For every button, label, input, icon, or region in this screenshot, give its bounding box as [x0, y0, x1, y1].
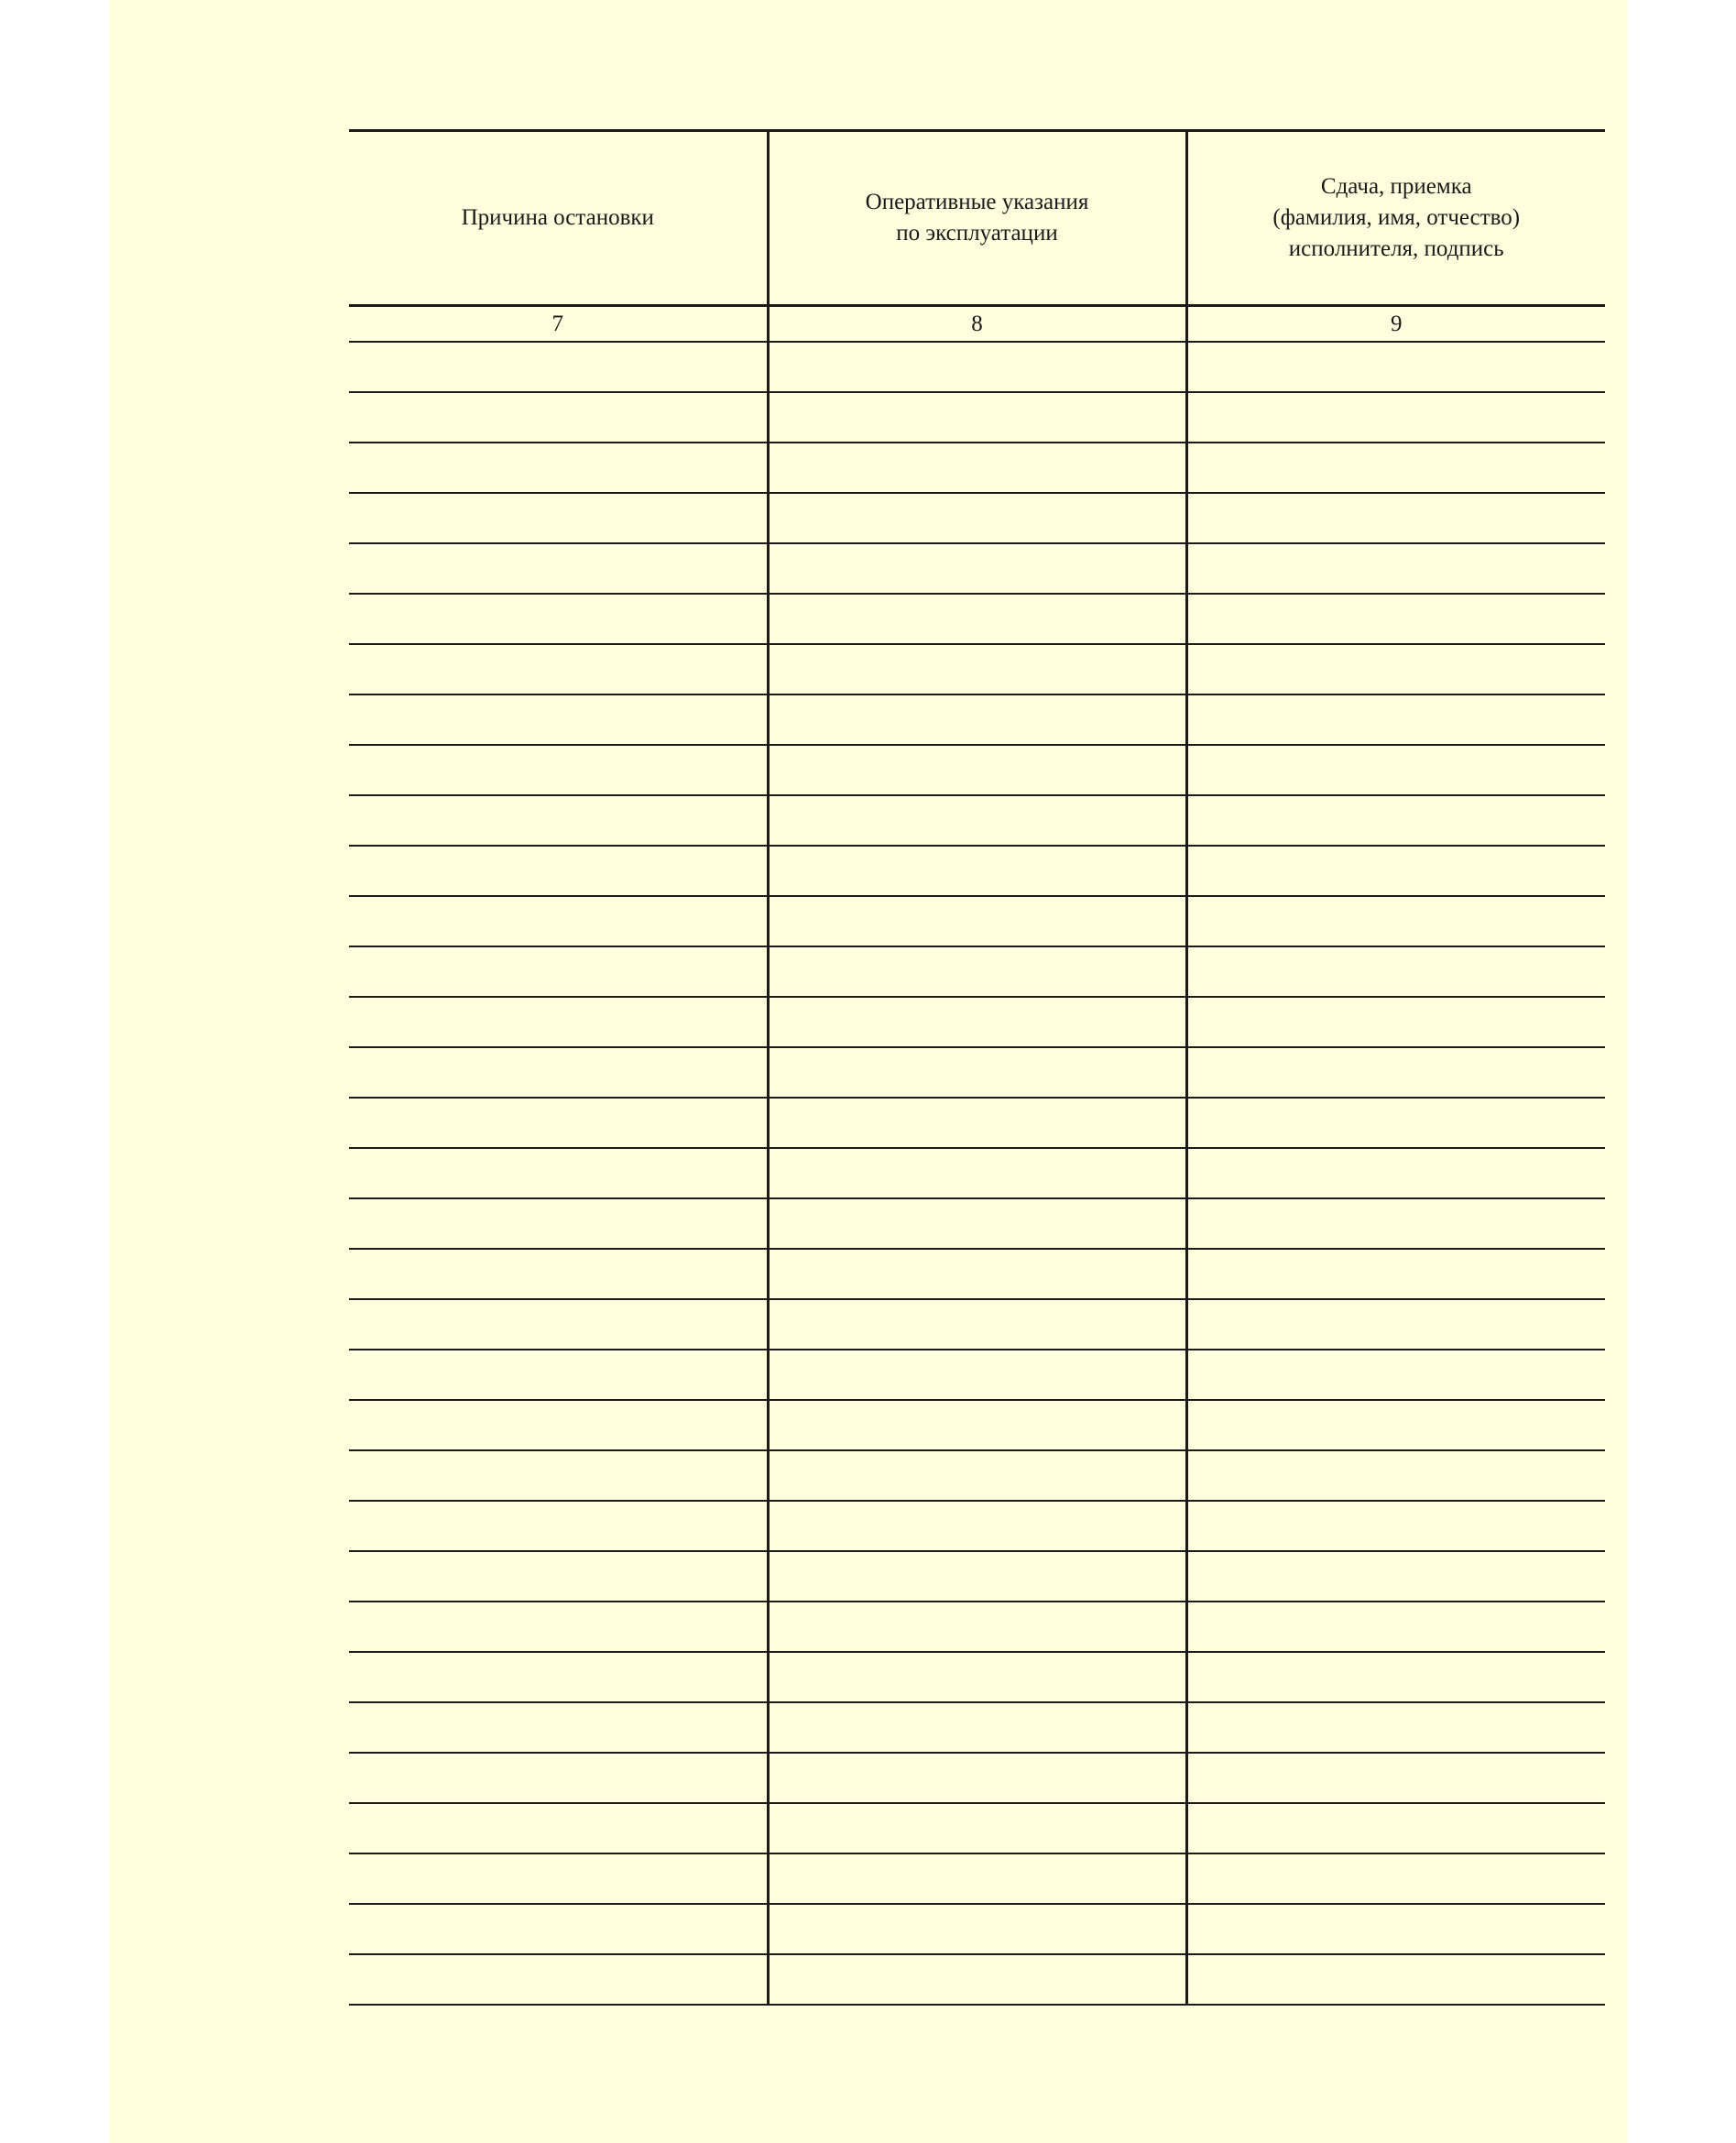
- table-cell: [768, 997, 1186, 1047]
- table-row: [349, 1954, 1605, 2005]
- header-line: Сдача, приемка: [1320, 174, 1472, 199]
- table-row: [349, 795, 1605, 846]
- table-cell: [768, 896, 1186, 946]
- table-cell: [1186, 1602, 1605, 1652]
- table-row: [349, 1853, 1605, 1904]
- table-cell: [1186, 1098, 1605, 1148]
- table-cell: [349, 1753, 768, 1803]
- table-cell: [349, 1702, 768, 1753]
- table-cell: [349, 342, 768, 392]
- table-cell: [768, 1299, 1186, 1350]
- table-cell: [349, 997, 768, 1047]
- table-cell: [768, 1249, 1186, 1299]
- table-cell: [1186, 1350, 1605, 1400]
- table-row: [349, 896, 1605, 946]
- table-cell: [349, 795, 768, 846]
- table-cell: [768, 1652, 1186, 1702]
- table-row: [349, 443, 1605, 493]
- table-cell: [349, 1400, 768, 1450]
- table-cell: [349, 1803, 768, 1853]
- table-row: [349, 1602, 1605, 1652]
- table-cell: [1186, 1047, 1605, 1098]
- table-cell: [768, 1501, 1186, 1551]
- table-cell: [768, 342, 1186, 392]
- table-cell: [349, 694, 768, 745]
- table-row: [349, 1450, 1605, 1501]
- table-row: [349, 1098, 1605, 1148]
- table-cell: [1186, 1652, 1605, 1702]
- table-cell: [349, 594, 768, 644]
- table-row: [349, 1148, 1605, 1198]
- table-row: [349, 997, 1605, 1047]
- table-cell: [1186, 1954, 1605, 2005]
- table-cell: [768, 1148, 1186, 1198]
- table-cell: [768, 795, 1186, 846]
- table-cell: [768, 1098, 1186, 1148]
- table-cell: [1186, 1400, 1605, 1450]
- table-row: [349, 543, 1605, 594]
- table-row: [349, 392, 1605, 443]
- journal-page: [109, 0, 1628, 2143]
- table-cell: [349, 1450, 768, 1501]
- table-cell: [1186, 1803, 1605, 1853]
- table-row: [349, 1400, 1605, 1450]
- table-cell: [1186, 1904, 1605, 1954]
- table-cell: [768, 1551, 1186, 1602]
- table-cell: [1186, 1450, 1605, 1501]
- table-cell: [768, 745, 1186, 795]
- table-cell: [349, 1853, 768, 1904]
- table-cell: [1186, 1299, 1605, 1350]
- column-number: 8: [768, 306, 1186, 343]
- table-row: [349, 1198, 1605, 1249]
- table-cell: [349, 1602, 768, 1652]
- table-cell: [1186, 644, 1605, 694]
- table-cell: [1186, 543, 1605, 594]
- table-cell: [349, 745, 768, 795]
- table-cell: [349, 443, 768, 493]
- table-cell: [768, 694, 1186, 745]
- table-cell: [1186, 1753, 1605, 1803]
- table-row: [349, 644, 1605, 694]
- table-row: [349, 1753, 1605, 1803]
- table-row: [349, 946, 1605, 997]
- table-row: [349, 1501, 1605, 1551]
- table-cell: [768, 1350, 1186, 1400]
- header-handover-acceptance: [1186, 131, 1605, 306]
- table-cell: [1186, 1501, 1605, 1551]
- table-row: [349, 594, 1605, 644]
- table-cell: [768, 1602, 1186, 1652]
- table-cell: [349, 846, 768, 896]
- table-cell: [349, 896, 768, 946]
- table-cell: [349, 543, 768, 594]
- table-cell: [768, 1954, 1186, 2005]
- table-row: [349, 1249, 1605, 1299]
- table-cell: [349, 493, 768, 543]
- table-cell: [768, 1853, 1186, 1904]
- table-row: [349, 1652, 1605, 1702]
- table-row: [349, 1551, 1605, 1602]
- header-line: Оперативные указания: [865, 190, 1089, 214]
- table-cell: [349, 946, 768, 997]
- header-line: по эксплуатации: [896, 221, 1058, 246]
- table-row: [349, 694, 1605, 745]
- table-cell: [349, 1198, 768, 1249]
- table-cell: [1186, 1853, 1605, 1904]
- table-cell: [349, 1954, 768, 2005]
- table-cell: [768, 1047, 1186, 1098]
- table-cell: [1186, 946, 1605, 997]
- table-cell: [349, 1047, 768, 1098]
- table-cell: [1186, 1148, 1605, 1198]
- table-cell: [1186, 795, 1605, 846]
- table-row: [349, 1904, 1605, 1954]
- table-cell: [1186, 443, 1605, 493]
- table-cell: [349, 1249, 768, 1299]
- table-cell: [349, 392, 768, 443]
- table-cell: [1186, 896, 1605, 946]
- header-line: Причина остановки: [461, 205, 654, 230]
- table-cell: [1186, 1551, 1605, 1602]
- table-cell: [768, 594, 1186, 644]
- table-cell: [768, 846, 1186, 896]
- table-row: [349, 1350, 1605, 1400]
- table-cell: [768, 1753, 1186, 1803]
- column-number: 9: [1186, 306, 1605, 343]
- table-cell: [1186, 1702, 1605, 1753]
- table-cell: [349, 1652, 768, 1702]
- table-row: [349, 1702, 1605, 1753]
- table-cell: [768, 543, 1186, 594]
- table-cell: [1186, 997, 1605, 1047]
- table-cell: [768, 1400, 1186, 1450]
- header-row: [349, 131, 1605, 306]
- table-cell: [1186, 594, 1605, 644]
- table-cell: [349, 1551, 768, 1602]
- table-cell: [768, 644, 1186, 694]
- table-cell: [349, 1148, 768, 1198]
- table-cell: [1186, 392, 1605, 443]
- header-line: (фамилия, имя, отчество): [1272, 205, 1521, 230]
- table-cell: [1186, 493, 1605, 543]
- table-cell: [1186, 1198, 1605, 1249]
- table-cell: [1186, 846, 1605, 896]
- header-stop-reason: [349, 131, 768, 306]
- table-cell: [768, 1702, 1186, 1753]
- table-cell: [349, 644, 768, 694]
- table-cell: [768, 1198, 1186, 1249]
- header-operating-instructions: [768, 131, 1186, 306]
- table-cell: [349, 1098, 768, 1148]
- table-row: [349, 1047, 1605, 1098]
- table-row: [349, 745, 1605, 795]
- table-row: [349, 1803, 1605, 1853]
- table-cell: [768, 443, 1186, 493]
- table-cell: [349, 1501, 768, 1551]
- table-cell: [768, 1803, 1186, 1853]
- table-cell: [768, 493, 1186, 543]
- table-row: [349, 846, 1605, 896]
- table-cell: [1186, 1249, 1605, 1299]
- table-cell: [768, 1904, 1186, 1954]
- table-cell: [1186, 694, 1605, 745]
- column-number: 7: [349, 306, 768, 343]
- journal-table: [349, 129, 1605, 2006]
- table-cell: [349, 1350, 768, 1400]
- header-line: исполнителя, подпись: [1288, 236, 1504, 261]
- table-cell: [768, 946, 1186, 997]
- table-row: [349, 342, 1605, 392]
- table-cell: [768, 1450, 1186, 1501]
- table-cell: [349, 1904, 768, 1954]
- column-number-row: [349, 306, 1605, 343]
- table-cell: [1186, 745, 1605, 795]
- table-row: [349, 1299, 1605, 1350]
- table-cell: [1186, 342, 1605, 392]
- table-cell: [349, 1299, 768, 1350]
- table-row: [349, 493, 1605, 543]
- table-cell: [768, 392, 1186, 443]
